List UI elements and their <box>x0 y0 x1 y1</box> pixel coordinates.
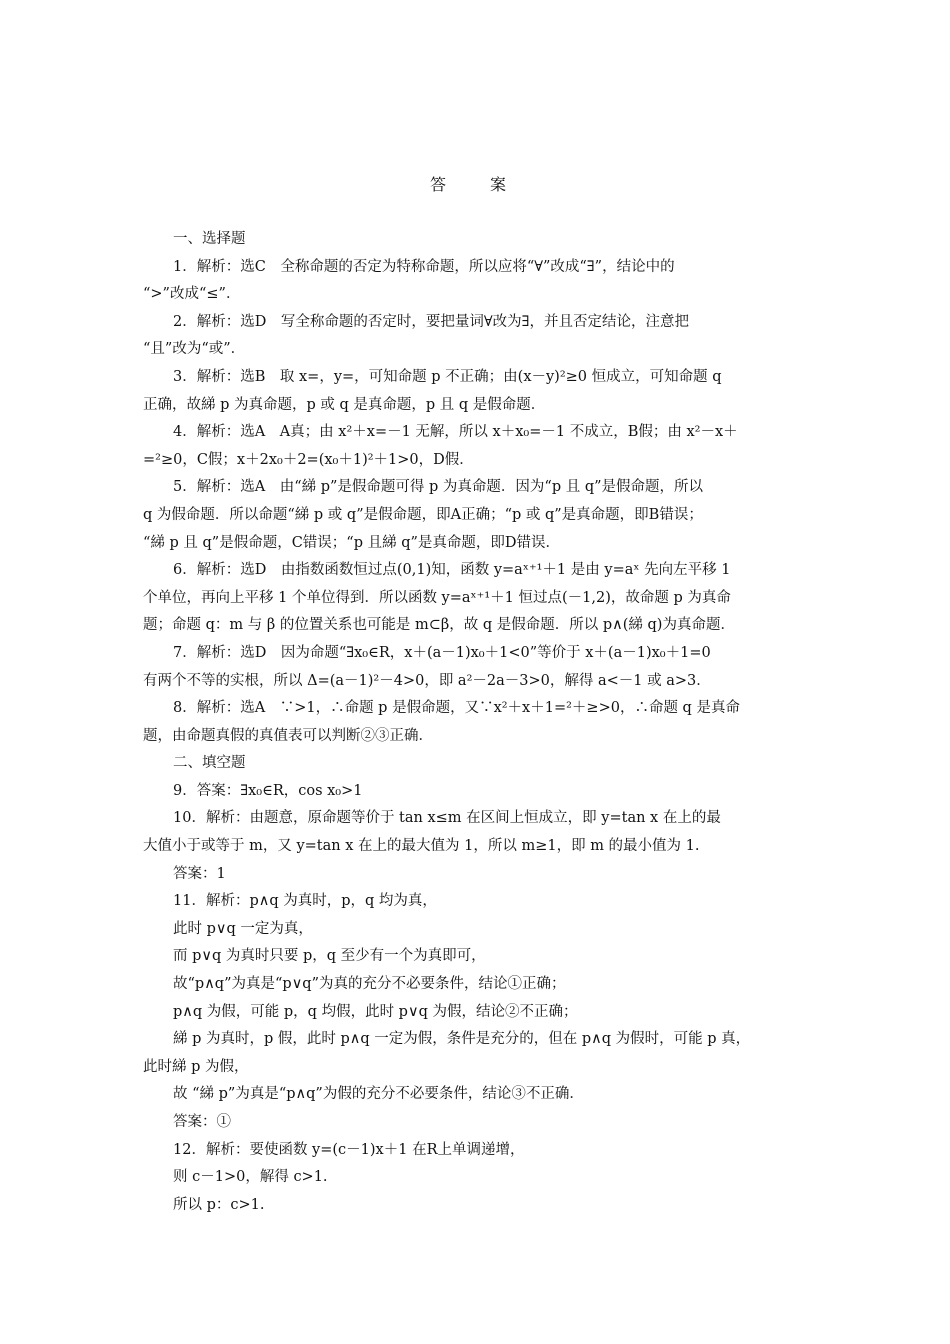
text-line: “綈 p 且 q”是假命题，C错误；“p 且綈 q”是真命题，即D错误． <box>143 534 561 551</box>
text-line: 11．解析：p∧q 为真时，p，q 均为真， <box>173 893 437 910</box>
text-line: 7．解析：选D 因为命题“∃x₀∈R，x＋(a－1)x₀＋1<0”等价于 x＋(a－1)x₀＋1=0 <box>173 644 711 661</box>
text-line: 一、选择题 <box>173 231 246 247</box>
text-line: 大值小于或等于 m，又 y=tan x 在上的最大值为 1，所以 m≥1，即 m 的最小值为 1. <box>143 838 700 855</box>
text-line: 题，由命题真假的真值表可以判断②③正确． <box>143 727 433 744</box>
text-line: 而 p∨q 为真时只要 p，q 至少有一个为真即可， <box>173 948 486 965</box>
text-line: 故 “綈 p”为真是“p∧q”为假的充分不必要条件，结论③不正确． <box>173 1086 584 1103</box>
text-line: “>”改成“≤”． <box>143 286 241 303</box>
page-title: 答 案 <box>429 175 520 194</box>
text-line: p∧q 为假，可能 p，q 均假，此时 p∨q 为假，结论②不正确； <box>173 1003 578 1020</box>
text-line: 4．解析：选A A真；由 x²＋x=－1 无解，所以 x＋x₀=－1 不成立，B假；由 x²－x＋ <box>173 424 738 441</box>
text-line: 8．解析：选A ∵>1，∴命题 p 是假命题，又∵x²＋x＋1=²＋≥>0，∴命题 q 是真命 <box>173 700 740 717</box>
text-line: “且”改为“或”． <box>143 341 246 358</box>
text-line: 1．解析：选C 全称命题的否定为特称命题，所以应将“∀”改成“∃”，结论中的 <box>173 258 675 275</box>
text-line: 2．解析：选D 写全称命题的否定时，要把量词∀改为∃，并且否定结论，注意把 <box>173 313 689 330</box>
text-line: 答案：1 <box>173 865 226 882</box>
text-line: 此时綈 p 为假， <box>143 1058 249 1075</box>
text-line: 所以 p：c>1. <box>173 1196 265 1213</box>
answer-body <box>143 226 815 1219</box>
text-line: 6．解析：选D 由指数函数恒过点(0,1)知，函数 y=aˣ⁺¹＋1 是由 y=aˣ 先向左平移 1 <box>173 562 731 579</box>
text-line: 题；命题 q：m 与 β 的位置关系也可能是 m⊂β，故 q 是假命题．所以 p∧(綈 q)为真命题． <box>143 617 735 634</box>
text-line: 10．解析：由题意，原命题等价于 tan x≤m 在区间上恒成立，即 y=tan x 在上的最 <box>173 810 721 827</box>
text-line: 5．解析：选A 由“綈 p”是假命题可得 p 为真命题．因为“p 且 q”是假命题，所以 <box>173 479 704 496</box>
text-line: 答案：① <box>173 1114 231 1130</box>
text-line: 3．解析：选B 取 x=，y=，可知命题 p 不正确；由(x－y)²≥0 恒成立，可知命题 q <box>173 368 722 385</box>
text-line: 个单位，再向上平移 1 个单位得到．所以函数 y=aˣ⁺¹＋1 恒过点(－1,2)，故命题 p 为真命 <box>143 589 731 606</box>
text-line: 有两个不等的实根，所以 Δ=(a－1)²－4>0，即 a²－2a－3>0，解得 a<－1 或 a>3． <box>143 672 711 689</box>
text-line: 则 c－1>0，解得 c>1. <box>173 1169 328 1186</box>
text-line: 正确，故綈 p 为真命题，p 或 q 是真命题，p 且 q 是假命题． <box>143 396 546 413</box>
text-line: =²≥0，C假；x＋2x₀＋2=(x₀＋1)²＋1>0，D假． <box>143 451 474 468</box>
text-line: q 为假命题．所以命题“綈 p 或 q”是假命题，即A正确；“p 或 q”是真命题，即B错误； <box>143 506 703 523</box>
text-line: 9．答案：∃x₀∈R，cos x₀>1 <box>173 782 363 799</box>
text-line: 綈 p 为真时，p 假，此时 p∧q 一定为假，条件是充分的，但在 p∧q 为假时，可能 p 真， <box>173 1031 751 1048</box>
text-line: 故“p∧q”为真是“p∨q”为真的充分不必要条件，结论①正确； <box>173 976 566 993</box>
text-line: 此时 p∨q 一定为真， <box>173 920 313 937</box>
text-line: 二、填空题 <box>173 755 246 772</box>
text-line: 12．解析：要使函数 y=(c－1)x＋1 在R上单调递增， <box>173 1141 525 1158</box>
